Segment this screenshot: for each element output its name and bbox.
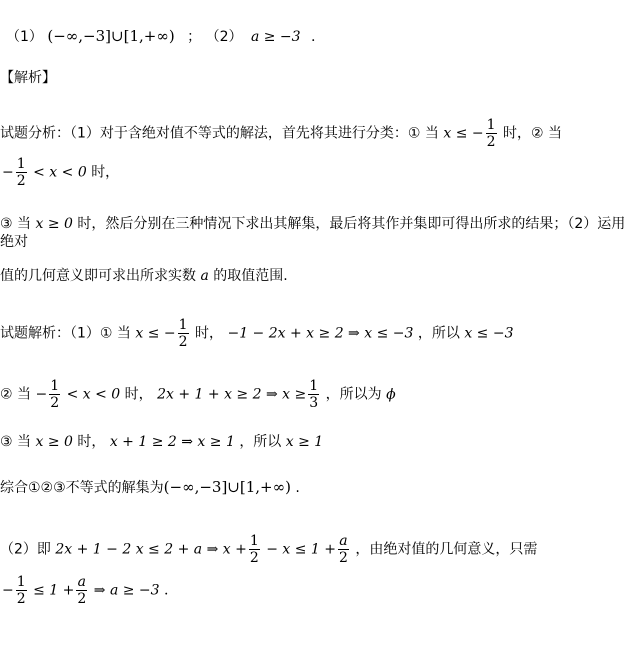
fraction-num: 1 — [309, 378, 319, 394]
fraction-a-over-2 — [338, 533, 349, 566]
analysis-line1-tail: 时，② 当 — [503, 125, 563, 142]
p2-expr1: 2x + 1 − 2 x ≤ 2 + a ⇒ x + — [55, 541, 247, 558]
p2-b: ，由绝对值的几何意义，只需 — [355, 541, 538, 558]
s1-c: ，所以 — [417, 325, 460, 342]
answer-part1-label: （1） — [6, 29, 43, 45]
s2-a: ② 当 — [0, 386, 32, 403]
fraction-num: 1 — [249, 533, 259, 549]
fraction-den: 2 — [339, 550, 348, 566]
part2-line-1 — [0, 533, 537, 566]
s2-ineq: < x < 0 — [66, 386, 121, 403]
fraction-den: 2 — [77, 591, 87, 607]
s3-expr: x + 1 ≥ 2 ⇒ x ≥ 1 — [109, 434, 235, 450]
analysis-line-2 — [2, 156, 119, 189]
solution-line-2 — [0, 378, 396, 411]
fraction-den: 2 — [16, 591, 26, 607]
analysis-line1-math: x ≤ − — [443, 125, 484, 142]
fraction-num: a — [77, 574, 87, 590]
analysis-line-5 — [0, 266, 288, 286]
analysis-line-4: 绝对 — [0, 234, 28, 250]
fraction-half — [16, 574, 27, 607]
fraction-den: 3 — [309, 395, 319, 411]
fraction-a-over-2 — [76, 574, 87, 607]
solution-line-3 — [0, 432, 323, 452]
fraction-den: 2 — [16, 173, 26, 189]
answer-separator: ； — [187, 29, 202, 45]
s1-math: x ≤ − — [135, 325, 176, 342]
analysis-line1-text: 试题分析：（1）对于含绝对值不等式的解法，首先将其进行分类：① 当 — [0, 125, 439, 142]
sum-set: (−∞,−3]∪[1,+∞) — [163, 478, 291, 496]
answer-line — [6, 26, 315, 47]
fraction-num: 1 — [16, 574, 26, 590]
s1-res: x ≤ −3 — [464, 325, 514, 342]
fraction-half — [249, 533, 260, 566]
s1-expr: −1 − 2x + x ≥ 2 ⇒ x ≤ −3 — [227, 325, 414, 342]
line5-a: 值的几何意义即可求出所求实数 — [0, 268, 196, 284]
p3-end: . — [164, 582, 169, 599]
answer-end: . — [311, 29, 316, 45]
answer-part2-expr: a ≥ −3 — [250, 29, 301, 45]
fraction-half — [486, 117, 497, 150]
s2-neg: − — [35, 386, 48, 403]
p3-mid: ≤ 1 + — [33, 582, 75, 599]
p2-a: （2）即 — [0, 541, 51, 558]
s3-c: ，所以 — [239, 434, 282, 450]
analysis-line-3 — [0, 214, 625, 234]
fraction-half — [49, 378, 60, 411]
sum-end: . — [295, 480, 300, 496]
answer-part2-label: （2） — [205, 29, 243, 45]
fraction-den: 2 — [50, 395, 60, 411]
s2-expr: 2x + 1 + x ≥ 2 ⇒ x ≥ — [157, 386, 307, 403]
s3-math: x ≥ 0 — [35, 434, 73, 450]
part2-line-2 — [2, 574, 168, 607]
fraction-den: 2 — [486, 134, 496, 150]
analysis-line-1 — [0, 117, 562, 150]
analysis-heading: 【解析】 — [0, 70, 56, 86]
s2-res: ϕ — [386, 386, 396, 403]
fraction-half — [178, 317, 189, 350]
fraction-den: 2 — [249, 550, 259, 566]
line2-neg: − — [2, 164, 14, 181]
p3-neg: − — [2, 582, 14, 599]
fraction-num: 1 — [178, 317, 188, 333]
line3-math: x ≥ 0 — [35, 216, 73, 232]
p3-tail: ⇒ a ≥ −3 — [93, 582, 160, 599]
fraction-num: 1 — [486, 117, 496, 133]
p2-expr2: − x ≤ 1 + — [266, 541, 336, 558]
fraction-den: 2 — [178, 334, 188, 350]
line2-tail: 时， — [91, 164, 120, 181]
answer-part1-set: (−∞,−3]∪[1,+∞) — [47, 27, 175, 45]
line3-b: 时，然后分别在三种情况下求出其解集，最后将其作并集即可得出所求的结果；（2）运用 — [77, 216, 626, 232]
s3-res: x ≥ 1 — [285, 434, 324, 450]
line2-ineq: < x < 0 — [33, 164, 87, 181]
fraction-num: 1 — [16, 156, 26, 172]
fraction-num: a — [339, 533, 348, 549]
line3-a: ③ 当 — [0, 216, 32, 232]
sum-a: 综合①②③不等式的解集为 — [0, 480, 164, 496]
solution-line-1 — [0, 317, 513, 350]
solution-summary — [0, 477, 300, 498]
line5-b: 的取值范围. — [213, 268, 288, 284]
fraction-third — [308, 378, 319, 411]
s2-b: 时， — [124, 386, 153, 403]
s1-b: 时， — [195, 325, 224, 342]
s3-b: 时， — [77, 434, 106, 450]
fraction-num: 1 — [50, 378, 60, 394]
s3-a: ③ 当 — [0, 434, 32, 450]
line5-var: a — [200, 268, 209, 284]
fraction-half — [16, 156, 27, 189]
s2-c: ，所以为 — [325, 386, 382, 403]
s1-a: 试题解析：（1）① 当 — [0, 325, 131, 342]
